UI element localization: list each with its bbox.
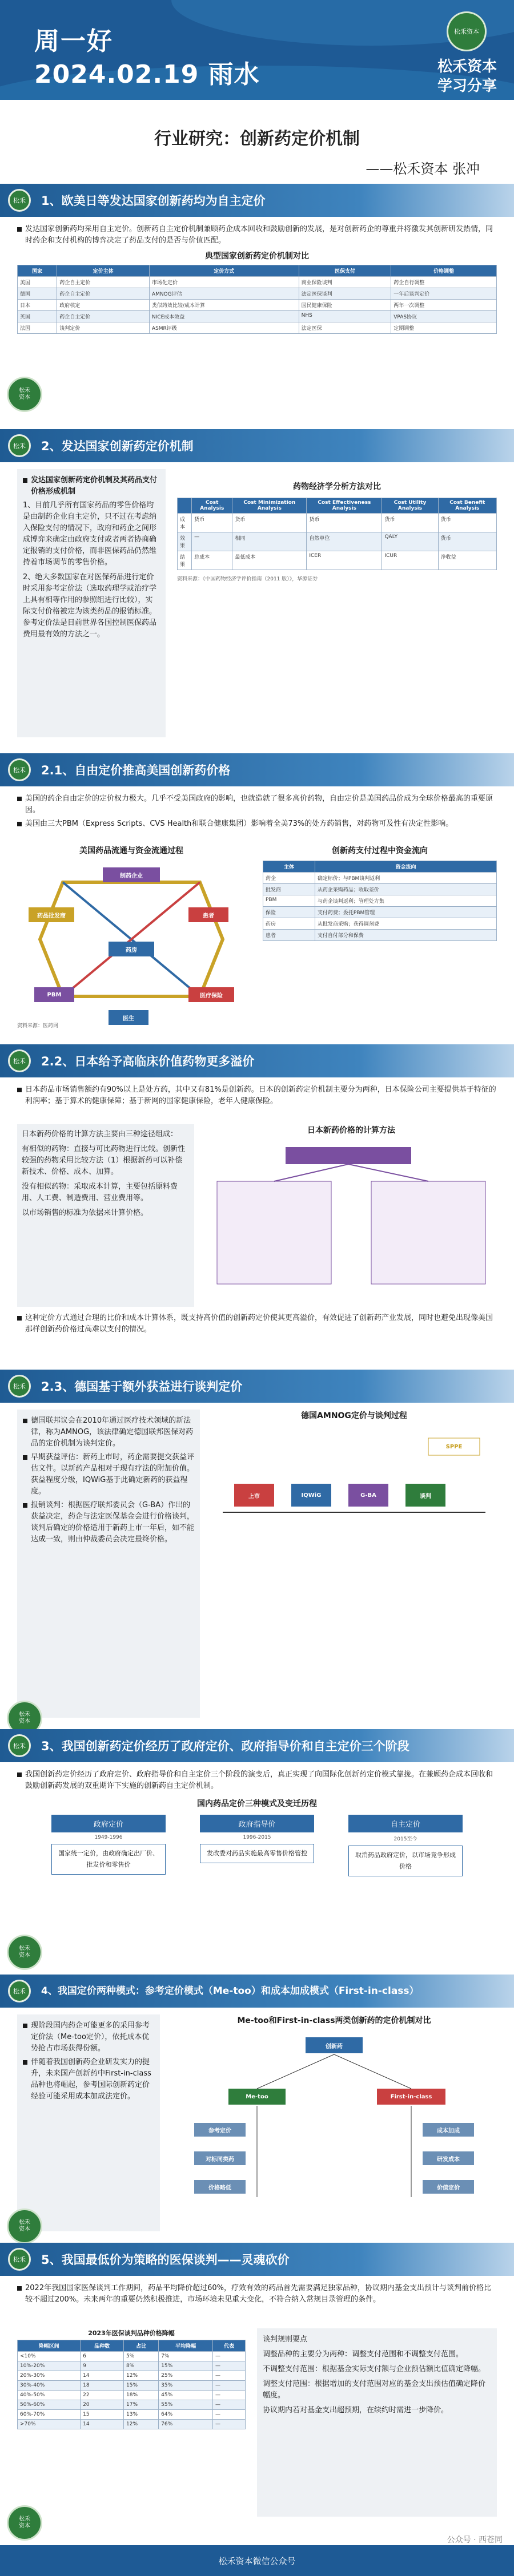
s3-stage-year-2: 2015至今	[393, 1836, 417, 1842]
s1-table-cell: 定期调整	[391, 322, 497, 334]
s23-label-5: SPPE	[445, 1443, 463, 1450]
s2-table-cell: —	[192, 532, 232, 551]
section-23-header	[0, 1370, 514, 1403]
s4-tree-right: First-in-class	[377, 2089, 445, 2105]
s23-bullet-0	[23, 1415, 194, 1449]
s5-table-cell: 60%-70%	[18, 2410, 81, 2420]
s4-left-item-2: 价格略低	[194, 2180, 246, 2194]
s2-table-col-header: Cost Benefit Analysis	[438, 498, 496, 514]
s5-table-cell: <10%	[18, 2352, 81, 2361]
s2-table-cell: 总成本	[192, 551, 232, 570]
section-5-title: 5、我国最低价为策略的医保谈判——灵魂砍价	[41, 2253, 290, 2267]
s4-bullets	[23, 2020, 154, 2102]
bullet-dot	[23, 1419, 27, 1423]
s21-table-cell: 确定标价；与PBM谈判返利	[315, 873, 496, 884]
s21-table-cell: 药房	[263, 918, 315, 930]
side-logo-icon: 松禾 资本	[7, 1701, 42, 1736]
s5-table-title: 2023年医保谈判品种价格降幅	[88, 2329, 175, 2337]
node-wholesaler: 药品批发商	[29, 907, 74, 922]
s5-table-cell: —	[213, 2420, 246, 2429]
s3-bullet	[17, 1769, 497, 1792]
s4-figure	[171, 2014, 497, 2231]
s22-chart	[206, 1124, 497, 1307]
s21-right-table	[263, 861, 497, 941]
s1-table-cell: 日本	[18, 300, 57, 311]
node-insurance: 医疗保险	[188, 987, 234, 1002]
node-pharmacy: 药房	[109, 942, 154, 956]
s22-box-title: 日本新药价格的计算方法主要由三种途径组成：	[22, 1130, 178, 1138]
s3-stage-1	[200, 1815, 314, 1876]
s21-panel	[17, 793, 497, 1033]
brand-logo-icon	[447, 11, 487, 51]
node-pbm: PBM	[34, 987, 74, 1002]
page-subtitle: ——松禾资本 张冲	[366, 161, 480, 177]
s2-table-col-header: Cost Minimization Analysis	[232, 498, 307, 514]
s2-bullet-0: 发达国家创新药定价机制及其药品支付价格形成机制	[31, 476, 158, 496]
s4-bullet-1	[23, 2057, 154, 2102]
s3-stage-0	[51, 1815, 166, 1876]
s21-table-row	[263, 895, 497, 907]
s2-table-cell: 效果	[178, 532, 192, 551]
s2-table-cell: 最低成本	[232, 551, 307, 570]
s3-bullet-text: 我国创新药定价经历了政府定价、政府指导价和自主定价三个阶段的演变后，真正实现了向国际化创新药定价模式靠拢。在兼顾药企成本回收和鼓励创新药发展的双重期许下实施的创新药自主定价机制。	[25, 1770, 493, 1790]
s4-left-item-1: 对标同类药	[194, 2151, 246, 2165]
s1-table-row	[18, 277, 497, 288]
s5-table-cell: 14	[81, 2420, 124, 2429]
s1-table-col-header: 定价主体	[57, 265, 150, 277]
bullet-dot	[23, 2060, 27, 2065]
bullet-dot	[17, 1772, 22, 1777]
s5-table-cell: 25%	[159, 2371, 213, 2381]
s1-bullet-text: 发达国家创新药均采用自主定价。创新药自主定价机制兼顾药企成本回收和鼓励创新的发展，是对创新药企的尊重并将激发其创新研发热情，同时药企和支付机构的博弈决定了药品支付的是否与价值匹配。	[25, 225, 493, 245]
s1-table-col-header: 价格调整	[391, 265, 497, 277]
s5-table-cell: >70%	[18, 2420, 81, 2429]
s3-stage-box-0: 国家统一定价，由政府确定出厂价、批发价和零售价	[51, 1844, 166, 1875]
page-title: 行业研究：创新药定价机制	[154, 129, 360, 149]
s1-table-cell: 药企自主定价	[57, 311, 150, 322]
s5-table-cell: —	[213, 2391, 246, 2400]
s5-table-row	[18, 2391, 246, 2400]
s5-table-cell: 18%	[124, 2391, 159, 2400]
side-logo-icon: 松禾 资本	[7, 2505, 42, 2541]
s21-bullet-1	[17, 818, 497, 830]
s5-right-item-0: 调整品种的主要分为两种：调整支付范围和不调整支付范围。	[263, 2350, 464, 2359]
s23-bullet-text-1: 早期获益评估：新药上市时，药企需要提交获益评估文件。以新药产品相对于现有疗法的附加价值。获益程度分级，IQWiG基于此确定新药的获益程度。	[31, 1453, 195, 1496]
s1-table-cell: 英国	[18, 311, 57, 322]
s21-table-cell: 从批发商采购；获得调剂费	[315, 918, 496, 930]
s2-bullet-2: 2、绝大多数国家在对医保药品进行定价时采用参考定价法（选取药理学或治疗学上具有相等作用的参照组进行比较），实际支付价格被定为该类药品的报销标准。参考定价法是目前世界各国控制医保药品费用最有效的方法之一。	[23, 573, 157, 639]
s5-table-cell: 13%	[124, 2410, 159, 2420]
s1-table-col-header: 医保支付	[299, 265, 391, 277]
s2-fig-title: 药物经济学分析方法对比	[293, 482, 381, 491]
s5-bullet-text: 2022年我国国家医保谈判工作期间，药品平均降价超过60%，疗效有效的药品首先需要满足独家品种，协议期内基金支出预计与谈判前价格比较不超过200%。未来两年的重要仍然积极推进，市场环境未见重大变化，不符合纳入常规目录管理的条件。	[25, 2284, 491, 2304]
s5-table-cell: 12%	[124, 2371, 159, 2381]
s2-bullets	[23, 475, 160, 640]
s2-bullet	[23, 475, 160, 498]
s21-table-row	[263, 873, 497, 884]
section-logo-icon: 松禾	[8, 2248, 31, 2271]
s2-table-cell: 货币	[307, 514, 382, 532]
s5-table-cell: 6	[81, 2352, 124, 2361]
s5-table-col-header: 降幅区间	[18, 2340, 81, 2352]
bullet-dot	[23, 2024, 27, 2028]
s1-table-cell: 法定医保	[299, 322, 391, 334]
s2-table-cell: ICER	[307, 551, 382, 570]
bullet-dot	[17, 1088, 22, 1092]
section-logo-icon: 松禾	[8, 758, 31, 781]
s2-table-row	[178, 532, 497, 551]
page-footer	[0, 2545, 514, 2576]
s21-table-row	[263, 884, 497, 895]
section-21-title: 2.1、自由定价推高美国创新药价格	[41, 764, 231, 777]
s3-stage-row	[17, 1815, 497, 1876]
s1-table-cell: 政府核定	[57, 300, 150, 311]
s22-bullet-text: 日本药品市场销售额约有90%以上是处方药，其中又有81%是创新药。日本的创新药定价机制主要分为两种，日本保险公司主要提供基于特征的利润率；基于算术的健康保障；基于新网的国家健康保险，老年人健康保险。	[25, 1085, 496, 1105]
s23-fig-title: 德国AMNOG定价与谈判过程	[301, 1411, 407, 1420]
s23-bullets	[23, 1415, 194, 1545]
s21-table-cell: 保险	[263, 907, 315, 918]
s23-figure	[211, 1410, 497, 1581]
s5-table-row	[18, 2410, 246, 2420]
page-header	[0, 0, 514, 100]
bullet-dot	[17, 822, 22, 826]
node-patient: 患者	[188, 907, 228, 922]
s1-table	[17, 265, 497, 334]
s5-table-cell: 7%	[159, 2352, 213, 2361]
s5-table-col-header: 平均降幅	[159, 2340, 213, 2352]
s5-table-cell: —	[213, 2381, 246, 2391]
s5-table-cell: 15	[81, 2410, 124, 2420]
section-logo-icon: 松禾	[8, 1049, 31, 1072]
s2-fig-source: 资料来源：《中国药物经济学评价指南（2011 版）》，华源证券	[177, 576, 318, 582]
s5-table-cell: 12%	[124, 2420, 159, 2429]
s5-bullet	[17, 2283, 497, 2306]
s1-table-cell: 药企自行调整	[391, 277, 497, 288]
s5-table-row	[18, 2371, 246, 2381]
s5-table-cell: 20%-30%	[18, 2371, 81, 2381]
s5-table-cell: 9	[81, 2361, 124, 2371]
s2-table-cell: 净收益	[438, 551, 496, 570]
s1-table-cell: 两年一次调整	[391, 300, 497, 311]
s22-bullet	[17, 1084, 497, 1107]
s5-table-col-header: 占比	[124, 2340, 159, 2352]
s21-table-col-header: 主体	[263, 861, 315, 873]
s5-table-block	[17, 2328, 246, 2429]
s22-chart-title: 日本新药价格的计算方法	[307, 1126, 395, 1135]
section-logo-icon: 松禾	[8, 1980, 31, 2002]
section-22-header	[0, 1044, 514, 1077]
s5-table-cell: 10%-20%	[18, 2361, 81, 2371]
s1-table-col-header: 定价方式	[149, 265, 299, 277]
s22-chart-svg	[206, 1136, 497, 1301]
section-4-title: 4、我国定价两种模式：参考定价模式（Me-too）和成本加成模式（First-in-class）	[41, 1985, 419, 1997]
s1-table-cell: 法国	[18, 322, 57, 334]
s21-table-cell: 支付自付部分和保费	[315, 930, 496, 941]
s22-box-item-1: 没有相似药物：采取成本计算，主要包括原料费用、人工费、制造费用、营业费用等。	[22, 1182, 178, 1202]
s5-table-cell: —	[213, 2410, 246, 2420]
s21-left-figure	[17, 845, 246, 1033]
s5-table-row	[18, 2400, 246, 2410]
s5-right-item-2: 调整支付范围：根据增加的支付范围对应的基金支出预估值确定降价幅度。	[263, 2380, 486, 2400]
s1-bullet	[17, 224, 497, 247]
s21-bullet-0	[17, 793, 497, 816]
s21-table-col-header: 资金流向	[315, 861, 496, 873]
s5-right-item-3: 协议期内若对基金支出超预期，在续约时需进一步降价。	[263, 2406, 449, 2415]
s21-table-cell: PBM	[263, 895, 315, 907]
s5-table-row	[18, 2361, 246, 2371]
s5-table-cell: 8%	[124, 2361, 159, 2371]
s1-table-cell: 药企自主定价	[57, 288, 150, 300]
s22-bottom	[17, 1313, 497, 1335]
header-brand	[437, 57, 497, 96]
s4-tree-root: 创新药	[306, 2037, 363, 2053]
s3-fig-title: 国内药品定价三种模式及变迁历程	[197, 1799, 317, 1808]
s5-table-cell: —	[213, 2352, 246, 2361]
s5-table-cell: 15%	[124, 2381, 159, 2391]
bullet-dot	[17, 797, 22, 801]
s23-bullet-2	[23, 1500, 194, 1545]
s5-table-cell: 35%	[159, 2381, 213, 2391]
s22-panel	[17, 1084, 497, 1358]
s5-table-cell: 14	[81, 2371, 124, 2381]
bullet-dot	[23, 478, 27, 483]
s5-table-cell: 22	[81, 2391, 124, 2400]
node-pharma: 制药企业	[103, 867, 160, 882]
s1-table-cell: ASMR评级	[149, 322, 299, 334]
s3-stage-label-0: 政府定价	[51, 1815, 166, 1832]
bullet-dot	[17, 1316, 22, 1321]
s21-table-row	[263, 918, 497, 930]
s3-stage-box-2: 取消药品政府定价，以市场竞争形成价格	[348, 1846, 463, 1876]
s21-table-row	[263, 930, 497, 941]
s23-bullet-text-0: 德国联邦议会在2010年通过医疗技术领域的新法律，称为AMNOG，该法律确定德国联邦医保对药品的定价机制为谈判定价。	[31, 1416, 194, 1448]
s4-right-item-1: 研发成本	[423, 2151, 474, 2165]
s1-table-cell: 德国	[18, 288, 57, 300]
section-logo-icon: 松禾	[8, 1375, 31, 1398]
s2-table-row	[178, 514, 497, 532]
s5-table-cell: 45%	[159, 2391, 213, 2400]
s3-stage-box-1: 发改委对药品实施最高零售价格管控	[200, 1844, 314, 1863]
s21-table-cell: 与药企谈判返利；管理处方集	[315, 895, 496, 907]
s1-table-cell: 类似药效比较/成本计算	[149, 300, 299, 311]
s5-table-cell: 20	[81, 2400, 124, 2410]
logo-text: 松禾资本	[454, 28, 479, 35]
s2-table-col-header: Cost Effectiveness Analysis	[307, 498, 382, 514]
section-2-title: 2、发达国家创新药定价机制	[41, 439, 194, 453]
s2-bullet-1: 1、目前几乎所有国家药品的零售价格均是由制药企业自主定价，只不过在考虑纳入保险支付的情况下，政府和药企之间形成博弈来确定由政府支付或者两者协商确定报销的支付价格，而非医保药品仍然维持着市场调节的零售价格。	[23, 501, 157, 567]
s22-box-item-2: 以市场销售的标准为依据来计算价格。	[22, 1209, 148, 1217]
bullet-dot	[17, 227, 22, 232]
header-date: 2024.02.19 雨水	[34, 60, 260, 89]
bullet-dot	[23, 1503, 27, 1508]
side-logo-icon: 松禾 资本	[7, 377, 42, 412]
footer-text: 松禾资本微信公众号	[218, 2555, 296, 2566]
s5-table-cell: 64%	[159, 2410, 213, 2420]
s5-table-cell: 17%	[124, 2400, 159, 2410]
s22-box	[17, 1124, 194, 1307]
s21-right-title: 创新药支付过程中资金流向	[332, 846, 428, 855]
s1-table-cell: NICE成本效益	[149, 311, 299, 322]
section-3-title: 3、我国创新药定价经历了政府定价、政府指导价和自主定价三个阶段	[41, 1739, 409, 1753]
s23-label-0: 上市	[248, 1493, 260, 1500]
s5-panel	[17, 2283, 497, 2528]
s5-table-col-header: 代表	[213, 2340, 246, 2352]
s21-bullets	[17, 793, 497, 830]
s4-right-item-2: 价值定价	[423, 2180, 474, 2194]
s21-table-cell: 支付药费；委托PBM管理	[315, 907, 496, 918]
s2-right-panel	[177, 469, 497, 737]
s1-table-row	[18, 311, 497, 322]
s1-table-row	[18, 288, 497, 300]
s2-table-cell: 自然单位	[307, 532, 382, 551]
s2-table-cell: 货币	[438, 514, 496, 532]
section-2-header	[0, 429, 514, 462]
s23-label-3: 谈判	[420, 1493, 431, 1500]
s5-table	[17, 2340, 246, 2429]
s1-table-cell: AMNOG评估	[149, 288, 299, 300]
section-logo-icon: 松禾	[8, 189, 31, 212]
brand-line-2: 学习分享	[437, 78, 497, 95]
bullet-dot	[17, 2286, 22, 2291]
s5-table-cell: —	[213, 2371, 246, 2381]
s5-table-cell: 18	[81, 2381, 124, 2391]
s5-table-cell: 5%	[124, 2352, 159, 2361]
s4-fig-title: Me-too和First-in-class两类创新药的定价机制对比	[237, 2016, 431, 2025]
s1-table-cell: 法定医保谈判	[299, 288, 391, 300]
s2-table-row	[178, 551, 497, 570]
s3-stage-label-1: 政府指导价	[200, 1815, 314, 1832]
s5-right-panel	[257, 2328, 497, 2517]
s23-left-panel	[17, 1410, 200, 1718]
s4-right-item-0: 成本加成	[423, 2123, 474, 2137]
s21-bullet-text-1: 美国由三大PBM（Express Scripts、CVS Health和联合健康集团）影响着全美73%的处方药销售，对药物可及性有决定性影响。	[25, 819, 453, 828]
s22-box-item-0: 有相似的药物：直接与可比药物进行比较。创新性较强的药物采用比较方法（1）根据新药可以补偿新技术、价格、成本、加算。	[22, 1145, 186, 1176]
header-week: 周一好	[34, 27, 113, 56]
section-1-title: 1、欧美日等发达国家创新药均为自主定价	[41, 194, 266, 208]
s21-left-title: 美国药品流通与资金流通过程	[79, 846, 183, 855]
bullet-dot	[23, 1455, 27, 1460]
section-4-header	[0, 1975, 514, 2008]
s2-table-cell: QALY	[382, 532, 438, 551]
s2-table-cell: 货币	[382, 514, 438, 532]
s2-table-col-header	[178, 498, 192, 514]
node-doctor: 医生	[109, 1010, 148, 1025]
s21-table-cell: 患者	[263, 930, 315, 941]
s2-table-cell: 成本	[178, 514, 192, 532]
s1-table-cell: 市场化定价	[149, 277, 299, 288]
s5-table-row	[18, 2381, 246, 2391]
s2-table-cell: ICUR	[382, 551, 438, 570]
s5-table-cell: 40%-50%	[18, 2391, 81, 2400]
s4-bullet-text-1: 伴随着我国创新药企业研发实力的提升，未来国产创新药中First-in-class品种也将崛起，参考国际创新药定价经验可能采用成本加成法定价。	[31, 2058, 151, 2101]
s1-table-row	[18, 322, 497, 334]
s5-right-title: 谈判规则要点	[263, 2335, 308, 2344]
section-22-title: 2.2、日本给予高临床价值药物更多溢价	[41, 1055, 255, 1068]
section-21-header	[0, 753, 514, 786]
s5-table-row	[18, 2420, 246, 2429]
s2-table-col-header: Cost Analysis	[192, 498, 232, 514]
s2-table-cell: 货币	[438, 532, 496, 551]
s22-bottom-text: 这种定价方式通过合理的比价和成本计算体系，既支持高价值的创新药定价使其更高溢价，有效促进了创新药产业发展，同时也避免出现像美国那样创新药价格过高难以支付的情况。	[25, 1314, 493, 1334]
s4-left-item-0: 参考定价	[194, 2123, 246, 2137]
s5-table-col-header: 品种数	[81, 2340, 124, 2352]
s4-bullet-0	[23, 2020, 154, 2054]
s21-table-row	[263, 907, 497, 918]
s1-table-cell: 商业保险谈判	[299, 277, 391, 288]
side-logo-icon: 松禾 资本	[7, 1935, 42, 1970]
s5-table-row	[18, 2352, 246, 2361]
section-5-header	[0, 2243, 514, 2276]
s5-table-cell: —	[213, 2400, 246, 2410]
s5-right-item-1: 不调整支付范围：根据基金实际支付额与企业预估额比值确定降幅。	[263, 2365, 486, 2373]
s1-table-cell: 美国	[18, 277, 57, 288]
s5-table-cell: 76%	[159, 2420, 213, 2429]
section-23-title: 2.3、德国基于额外获益进行谈判定价	[41, 1380, 243, 1394]
s2-fig-table	[177, 498, 497, 570]
s21-table-cell: 批发商	[263, 884, 315, 895]
s1-table-cell: NHS	[299, 311, 391, 322]
s5-table-cell: 30%-40%	[18, 2381, 81, 2391]
s1-table-cell: 一年后谈判定价	[391, 288, 497, 300]
s4-bullet-text-0: 现阶段国内药企可能更多的采用参考定价法（Me-too定价），依托成本优势抢占市场获得份额。	[31, 2021, 150, 2053]
s2-table-col-header: Cost Utility Analysis	[382, 498, 438, 514]
s21-right-figure	[263, 845, 497, 941]
s1-table-cell: 谈判定价	[57, 322, 150, 334]
section-1-panel	[17, 224, 497, 418]
s3-stage-year-1: 1996-2015	[243, 1835, 271, 1840]
section-3-header	[0, 1729, 514, 1762]
s4-left-panel	[17, 2014, 160, 2231]
section-logo-icon: 松禾	[8, 1734, 31, 1757]
s2-left-panel	[17, 469, 166, 737]
s5-table-cell: 15%	[159, 2361, 213, 2371]
s2-table-cell: 货币	[192, 514, 232, 532]
s2-table-cell: 货币	[232, 514, 307, 532]
s3-panel	[17, 1769, 497, 1963]
s5-table-cell: —	[213, 2361, 246, 2371]
watermark: 公众号 · 西苍同	[447, 2535, 503, 2545]
s21-bullet-text-0: 美国的药企自由定价的定价权力极大。几乎不受美国政府的影响，也就造就了很多高价药物，自由定价是美国药品价成为全球价格最高的重要原因。	[25, 794, 493, 814]
s23-bullet-text-2: 报销谈判：根据医疗联邦委员会（G-BA）作出的获益决定，药企与法定医保基金会进行价格谈判，谈判后确定的价格适用于新药上市一年后，如不能达成一致，则由仲裁委员会决定最终价格。	[31, 1501, 195, 1544]
s1-table-cell: VPAS协议	[391, 311, 497, 322]
s1-table-cell: 国民健康保险	[299, 300, 391, 311]
s21-table-cell: 从药企采购药品；收取差价	[315, 884, 496, 895]
side-logo-icon: 松禾 资本	[7, 2208, 42, 2244]
s21-table-cell: 药企	[263, 873, 315, 884]
s21-source: 资料来源：医药网	[17, 1023, 59, 1029]
s1-table-col-header: 国家	[18, 265, 57, 277]
brand-line-1: 松禾资本	[437, 58, 497, 75]
s1-table-row	[18, 300, 497, 311]
section-logo-icon: 松禾	[8, 434, 31, 457]
s23-label-1: IQWiG	[301, 1492, 322, 1499]
s1-table-title: 典型国家创新药定价机制对比	[205, 252, 309, 261]
s3-stage-year-0: 1949-1996	[94, 1835, 123, 1840]
s3-stage-2	[348, 1815, 463, 1876]
s4-tree-left: Me-too	[228, 2089, 286, 2105]
s23-label-2: G-BA	[360, 1492, 376, 1499]
s5-table-cell: 50%-60%	[18, 2400, 81, 2410]
section-1-header	[0, 184, 514, 217]
s2-table-cell: 结果	[178, 551, 192, 570]
s2-table-cell: 相同	[232, 532, 307, 551]
s23-bullet-1	[23, 1452, 194, 1497]
s5-table-cell: 55%	[159, 2400, 213, 2410]
s1-table-cell: 药企自主定价	[57, 277, 150, 288]
s3-stage-label-2: 自主定价	[348, 1815, 463, 1832]
